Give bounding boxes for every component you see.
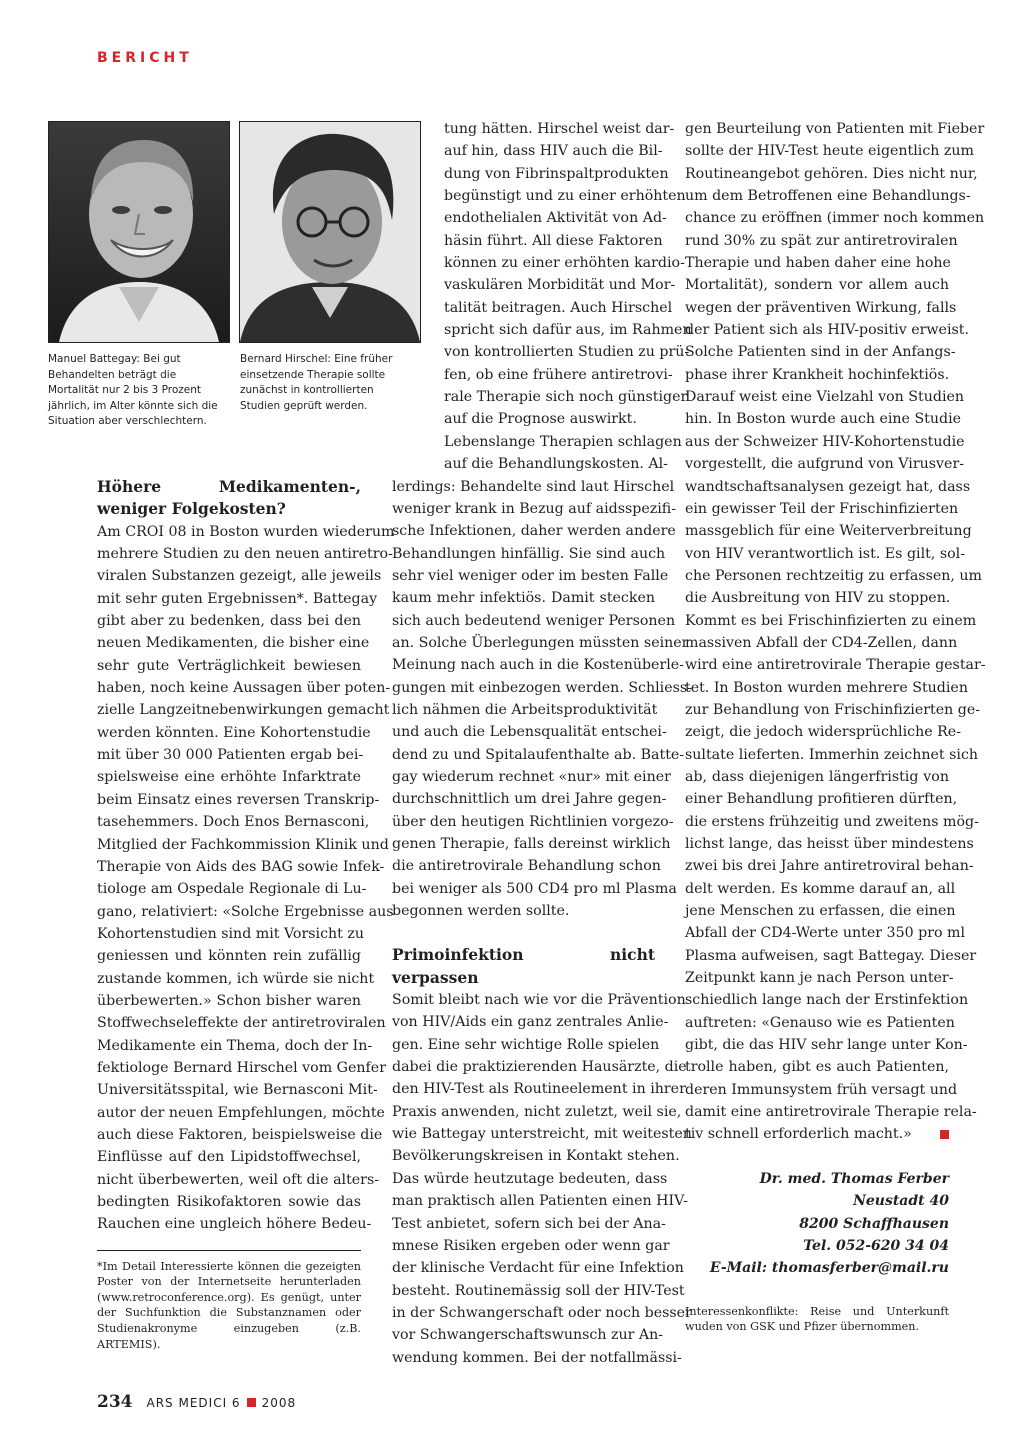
text-line: lerdings: Behandelte sind laut Hirschel [392,478,675,495]
text-line: begonnen werden sollte. [392,903,570,920]
text-line: tasehemmers. Doch Enos Bernasconi, [97,814,370,831]
text-line: tiv schnell erforderlich macht.» [685,1123,949,1145]
text-line: vaskulären Morbidität und Mor- [444,277,676,294]
text-line: neuen Medikamenten, die bisher eine [97,635,370,652]
text-line: hin. In Boston wurde auch eine Studie [685,411,962,428]
magazine-name: ARS MEDICI 6 [146,1396,241,1410]
text-line: fen, ob eine frühere antiretrovi- [444,366,673,383]
text-line: die Ausbreitung von HIV zu stoppen. [685,590,951,607]
text-line: ab, dass diejenigen längerfristig von [685,768,949,785]
subheading: Höhere Medikamenten-, weniger Folgekosten? [97,477,361,519]
text-line: Meinung nach auch in die Kostenüberle- [392,657,684,674]
text-line: Einflüsse auf den Lipidstoffwechsel, [97,1149,361,1166]
text-line: die antiretrovirale Behandlung schon [392,858,661,875]
text-line: der Patient sich als HIV-positiv erweist. [685,322,969,339]
text-line: häsin führt. All diese Faktoren [444,232,663,249]
text-line: wie Battegay unterstreicht, mit weitesten [392,1126,692,1143]
text-line: der klinische Verdacht für eine Infektion [392,1260,684,1277]
text-line: fektiologe Bernard Hirschel vom Genfer [97,1059,386,1076]
text-line: lich nähmen die Arbeitsproduktivität [392,701,658,718]
text-line: tung hätten. Hirschel weist dar- [444,121,675,137]
text-line: che Personen rechtzeitig zu erfassen, um [685,567,982,584]
text-line: bedingten Risikofaktoren sowie das [97,1194,361,1210]
body-text [685,118,986,1146]
text-line: spricht sich dafür aus, im Rahmen [444,322,692,339]
text-line: gibt aber zu bedenken, dass bei den [97,613,361,630]
text-line: sollte der HIV-Test heute eigentlich zum [685,143,974,160]
text-line: in der Schwangerschaft oder noch besser [392,1304,692,1321]
author-signature [685,1168,949,1280]
text-line: sche Infektionen, daher werden andere [392,523,676,540]
text-line: dend zu und Spitalaufenthalte ab. Batte- [392,746,685,763]
text-line: dabei die praktizierenden Hausärzte, die [392,1059,687,1076]
text-line: trolle haben, gibt es auch Patienten, [685,1059,949,1076]
text-line: Zeitpunkt kann je nach Person unter- [685,970,954,987]
text-line: gay wiederum rechnet «nur» mit einer [392,768,671,785]
text-line: zur Behandlung von Frischinfizierten ge- [685,701,981,718]
signature-line: 8200 Schaffhausen [799,1215,949,1232]
text-line: lichst lange, das heisst über mindestens [685,836,974,852]
conflict-of-interest-note: Interessenkonflikte: Reise und Unterkunft wuden von GSK und Pfizer übernommen. [685,1304,949,1334]
text-line: an. Solche Überlegungen müssten seiner [392,634,689,651]
text-line: können zu einer erhöhten kardio- [444,255,685,272]
text-line: zielle Langzeitnebenwirkungen gemacht [97,702,390,719]
text-line: mit sehr guten Ergebnissen*. Battegay [97,590,378,607]
signature-line: E-Mail: thomasferber@mail.ru [709,1260,949,1277]
photo-caption-battegay: Manuel Battegay: Bei gut Behandelten beträgt die Mortalität nur 2 bis 3 Prozent jährlich, im Alter könnte sich die Situation aber verschlechtern. [48,353,218,428]
text-line: Am CROI 08 in Boston wurden wiederum [97,523,395,540]
photo-caption-hirschel: Bernard Hirschel: Eine früher einsetzende Therapie sollte zunächst in kontrollierten Studien geprüft werden. [240,353,393,412]
page-number: 234 [97,1392,133,1412]
text-line: schiedlich lange nach der Erstinfektion [685,992,969,1009]
text-line: wendung kommen. Bei der notfallmässi- [392,1349,682,1366]
text-line: Bevölkerungskreisen in Kontakt stehen. [392,1148,680,1165]
text-line: viralen Substanzen gezeigt, alle jeweils [97,568,382,585]
text-line: massiven Abfall der CD4-Zellen, dann [685,634,958,651]
text-line: auf die Behandlungskosten. Al- [444,456,668,473]
text-line: tet. In Boston wurden mehrere Studien [685,679,968,696]
text-line: spielsweise eine erhöhte Infarktrate [97,769,361,786]
text-line: werden könnten. Eine Kohortenstudie [97,724,371,741]
text-line: Lebenslange Therapien schlagen [444,433,682,450]
text-line: Medikamente ein Thema, doch der In- [97,1037,373,1054]
text-line: Praxis anwenden, nicht zuletzt, weil sie, [392,1103,682,1120]
text-line: wegen der präventiven Wirkung, falls [685,299,957,316]
text-line: durchschnittlich um drei Jahre gegen- [392,791,667,808]
text-line: von kontrollierten Studien zu prü- [444,344,690,361]
text-line: sehr gute Verträglichkeit bewiesen [97,657,361,674]
portrait-photo-battegay [48,121,230,343]
signature-line: Neustadt 40 [853,1193,949,1210]
body-text [392,476,692,923]
text-line: geniessen und könnten rein zufällig [97,948,361,965]
text-line: weniger krank in Bezug auf aidsspezifi- [392,500,677,517]
text-line: deren Immunsystem früh versagt und [685,1081,958,1098]
text-line: sich auch bedeutend weniger Personen [392,612,676,629]
text-line: von HIV/Aids ein ganz zentrales Anlie- [392,1014,669,1031]
signature-line: Dr. med. Thomas Ferber [759,1170,949,1187]
text-line: wird eine antiretrovirale Therapie gestar- [685,657,986,674]
body-text [97,521,395,1236]
text-line: Das würde heutzutage bedeuten, dass [392,1170,668,1187]
text-line: sehr viel weniger oder im besten Falle [392,567,669,584]
text-line: vorgestellt, die aufgrund von Virusver- [685,456,965,473]
text-line: Darauf weist eine Vielzahl von Studien [685,389,965,406]
text-line: Behandlungen hinfällig. Sie sind auch [392,545,666,562]
footnote: *Im Detail Interessierte können die gezeigten Poster von der Internetseite herunterladen (www.retroconference.org). Es genügt, unter der Suchfunktion die Substanznamen oder Studienakronyme einzugeben (z.B. ARTEMIS). [97,1259,361,1351]
text-line: und auch die Lebensqualität entschei- [392,724,667,741]
text-line: gen. Eine sehr wichtige Rolle spielen [392,1036,660,1053]
text-line: von HIV verantwortlich ist. Es gilt, sol- [685,545,965,562]
text-line: über den heutigen Richtlinien vorgezo- [392,813,674,830]
article-column-3 [685,118,986,1335]
text-line: beim Einsatz eines reversen Transkrip- [97,791,380,808]
text-line: jene Menschen zu erfassen, die einen [685,903,956,920]
text-line: den HIV-Test als Routineelement in ihrer [392,1081,686,1098]
text-line: endothelialen Aktivität von Ad- [444,210,667,227]
text-line: sultate lieferten. Immerhin zeichnet sich [685,746,979,763]
end-of-article-icon [940,1130,949,1139]
text-line: Routineangebot gehören. Dies nicht nur, [685,165,978,182]
body-text [444,118,692,476]
magazine-year: 2008 [261,1396,297,1410]
text-line: auch diese Faktoren, beispielsweise die [97,1126,383,1143]
text-line: zeigt, die jedoch widersprüchliche Re- [685,724,961,741]
text-line: Universitätsspital, wie Bernasconi Mit- [97,1082,378,1099]
text-line: delt werden. Es komme darauf an, all [685,880,956,897]
section-label: BERICHT [97,50,193,66]
portrait-photo-icon [49,122,229,342]
text-line: dung von Fibrinspaltprodukten [444,165,669,182]
text-line: chance zu eröffnen (immer noch kommen [685,210,985,227]
text-line: auf die Prognose auswirkt. [444,411,637,428]
text-line: aus der Schweizer HIV-Kohortenstudie [685,433,965,450]
square-icon [247,1398,256,1407]
text-line: damit eine antiretrovirale Therapie rela- [685,1104,977,1121]
text-line: rale Therapie sich noch günstiger [444,389,688,406]
text-line: auf hin, dass HIV auch die Bil- [444,143,663,160]
text-line: tiologe am Ospedale Regionale di Lu- [97,881,367,898]
text-line: haben, noch keine Aussagen über poten- [97,680,391,697]
signature-line: Tel. 052-620 34 04 [803,1237,949,1254]
text-line: Plasma aufweisen, sagt Battegay. Dieser [685,947,977,964]
text-line: Abfall der CD4-Werte unter 350 pro ml [685,925,966,942]
text-line: Test anbietet, sofern sich bei der Ana- [392,1215,666,1232]
text-line: Rauchen eine ungleich höhere Bedeu- [97,1216,372,1233]
text-line: überbewerten.» Schon bisher waren [97,992,361,1009]
text-line: vor Schwangerschaftswunsch zur An- [392,1327,664,1344]
text-line: Stoffwechseleffekte der antiretroviralen [97,1015,386,1032]
text-line: gungen mit einbezogen werden. Schliess- [392,679,692,696]
text-line: besteht. Routinemässig soll der HIV-Test [392,1282,685,1299]
text-line: phase ihrer Krankheit hochinfektiös. [685,366,950,383]
text-line: einer Behandlung profitieren dürften, [685,791,958,808]
article-column-1 [97,476,395,1352]
text-line: gen Beurteilung von Patienten mit Fieber [685,121,985,137]
text-line: um dem Betroffenen eine Behandlungs- [685,188,971,205]
text-line: rund 30% zu spät zur antiretroviralen [685,232,958,249]
body-text [392,989,692,1369]
text-line: auftreten: «Genauso wie es Patienten [685,1014,955,1031]
text-line: kaum mehr infektiös. Damit stecken [392,590,655,607]
text-line: wandtschaftsanalysen gezeigt hat, dass [685,478,971,495]
text-line: gano, relativiert: «Solche Ergebnisse aus [97,903,394,920]
text-line: Kohortenstudien sind mit Vorsicht zu [97,925,364,942]
text-line: Solche Patienten sind in der Anfangs- [685,344,956,361]
text-line: Mitglied der Fachkommission Klinik und [97,836,389,853]
text-line: zustande kommen, ich würde sie nicht [97,970,375,987]
text-line: autor der neuen Empfehlungen, möchte [97,1104,385,1121]
text-line: begünstigt und zu einer erhöhten [444,188,686,205]
text-line: mehrere Studien zu den neuen antiretro- [97,546,393,563]
text-line: man praktisch allen Patienten einen HIV- [392,1193,688,1210]
article-column-2 [392,118,692,1369]
subheading: Primoinfektion nicht verpassen [392,945,655,987]
text-line: mnese Risiken ergeben oder wenn gar [392,1237,670,1254]
text-line: Therapie von Aids des BAG sowie Infek- [97,858,385,875]
text-line: Therapie und haben daher eine hohe [685,255,951,272]
text-line: die erstens frühzeitig und zweitens mög- [685,813,979,830]
text-line: mit über 30 000 Patienten ergab bei- [97,747,364,764]
text-line: ein gewisser Teil der Frischinfizierten [685,500,959,517]
text-line: genen Therapie, falls dereinst wirklich [392,836,671,852]
page-footer [97,1392,296,1412]
text-line: massgeblich für eine Weiterverbreitung [685,523,972,540]
text-line: bei weniger als 500 CD4 pro ml Plasma [392,880,677,897]
text-line: talität beitragen. Auch Hirschel [444,299,673,316]
text-line: gibt, die das HIV sehr lange unter Kon- [685,1037,968,1054]
text-line: nicht überbewerten, weil oft die alters- [97,1171,380,1188]
text-line: zwei bis drei Jahre antiretroviral behan- [685,858,974,875]
text-line: Somit bleibt nach wie vor die Prävention [392,992,686,1009]
text-line: Kommt es bei Frischinfizierten zu einem [685,612,977,629]
text-line: Mortalität), sondern vor allem auch [685,277,949,294]
